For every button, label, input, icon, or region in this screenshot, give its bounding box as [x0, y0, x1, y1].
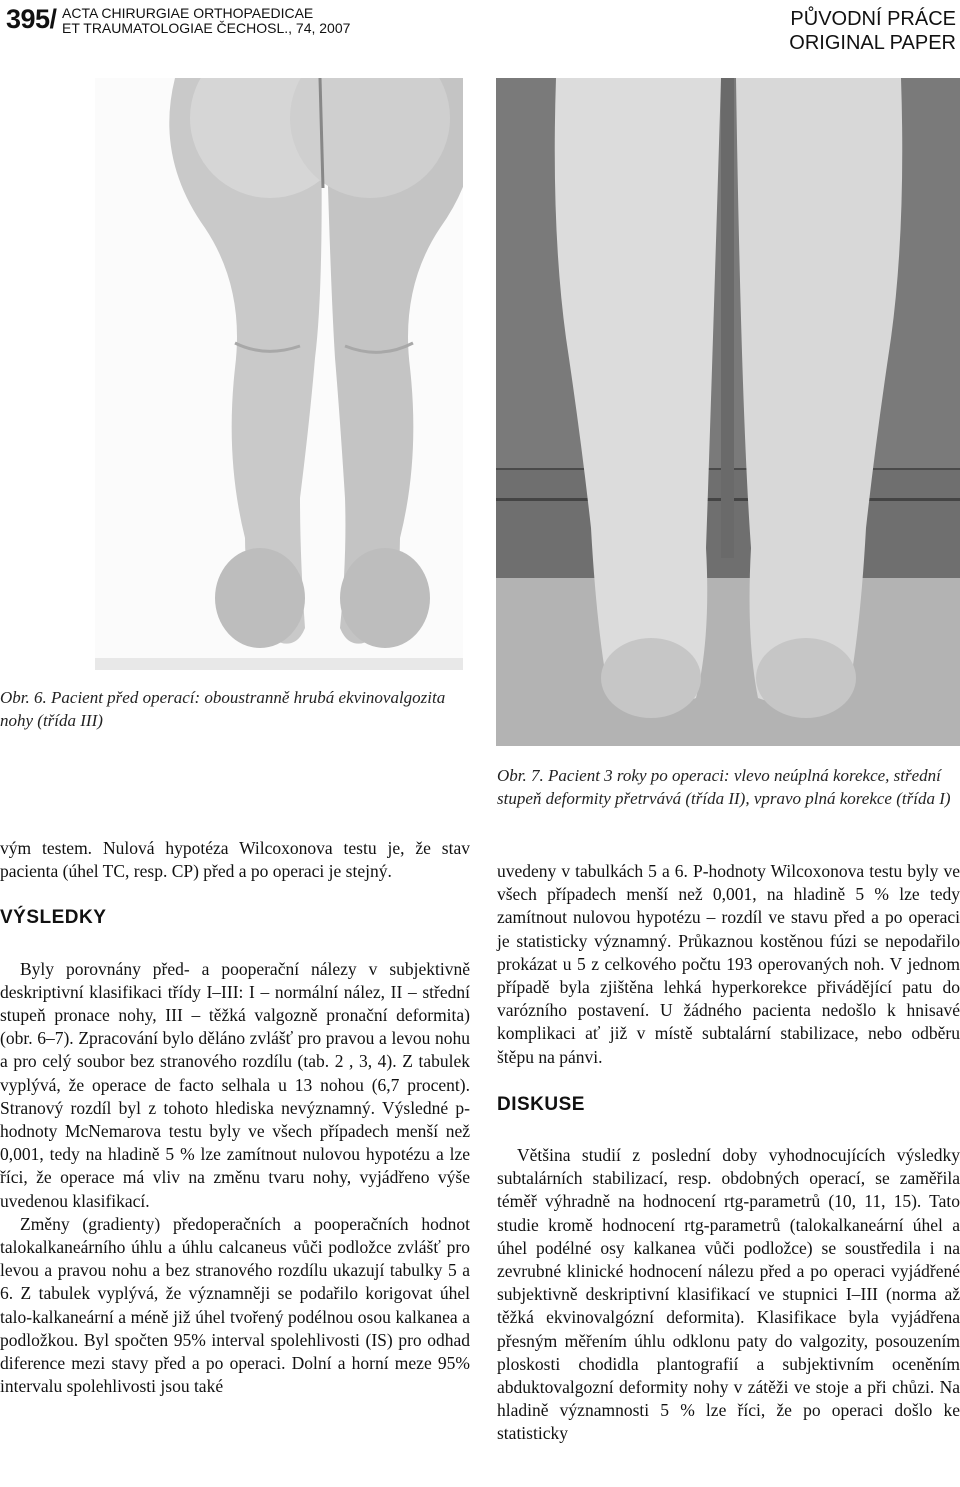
figure-6-caption: Obr. 6. Pacient před operací: oboustranně hrubá ekvinovalgozita nohy (třída III)	[0, 688, 446, 730]
section-label	[789, 7, 956, 55]
page-number: 395/	[6, 4, 57, 34]
section-heading-results: VÝSLEDKY	[0, 907, 107, 929]
figure-7-illustration	[496, 78, 960, 746]
paragraph: Změny (gradienty) předoperačních a pooperačních hodnot talokalkaneárního úhlu a úhlu calcaneus vůči podložce zvlášť pro levou a pravou nohu a bez stranového rozdílu ukazují tabulky 5 a 6. Z tabulek vyplývá, že významněji se podařilo korigovat úhel talo-kalkaneární a méně již úhel tvořený podélnou osou kalkanea a podložkou. Byl spočten 95% interval spolehlivosti (IS) pro odhad diference mezi stavy před a po operaci. Dolní a horní meze 95% intervalu spolehlivosti jsou také	[0, 1213, 470, 1397]
figure-7-caption: Obr. 7. Pacient 3 roky po operaci: vlevo neúplná korekce, střední stupeň deformity přetrvává (třída II), vpravo plná korekce (třída I)	[497, 766, 951, 808]
section-line-1: PŮVODNÍ PRÁCE	[790, 8, 956, 30]
figure-7-photo	[496, 78, 960, 746]
left-column	[0, 837, 470, 1398]
paragraph: uvedeny v tabulkách 5 a 6. P-hodnoty Wilcoxonova testu byly ve všech případech menší než 0,001, na hladině 5 % lze tedy zamítnout nulovou hypotézu – rozdíl ve stavu před a po operaci je statisticky významný. Průkaznou kostěnou fúzi se nepodařilo prokázat u 5 z celkového počtu 193 operovaných noh. V jednom případě byla zjištěna lehká hyperkorekce přivádějící patu do varózního postavení. U žádného pacienta nedošlo k hnisavé komplikaci ať již v místě subtalární stabilizace, nebo odběru štěpu na pánvi.	[497, 861, 960, 1067]
section-heading-discussion: DISKUSE	[497, 1093, 585, 1115]
journal-line-1: ACTA CHIRURGIAE ORTHOPAEDICAE	[62, 5, 314, 21]
journal-name	[62, 6, 350, 36]
paragraph: Většina studií z poslední doby vyhodnocujících výsledky subtalárních stabilizací, resp. obdobných operací, se zaměřila téměř výhradně na hodnocení rtg-parametrů (10, 11, 15). Tato studie kromě hodnocení rtg-parametrů (talokalkaneární úhel a úhel podélné osy kalkanea vůči podložce) se soustředila i na zevrubné klinické hodnocení nálezu před a po operaci vyjádřené subjektivně deskriptivní klasifikací ve stupnici I–III (norma až těžká ekvinovalgózní deformita). Klasifikace byla vyjádřena přesným měřením úhlu odklonu paty do valgozity, posouzením ploskosti chodidla plantografií a subjektivním oceněním abduktovalgozní deformity nohy v zátěži ve stoje a při chůzi. Na hladině významnosti 5 % lze říci, že po operaci došlo ke statisticky	[497, 1145, 960, 1444]
section-line-2: ORIGINAL PAPER	[789, 32, 956, 54]
right-column	[497, 860, 960, 1446]
figure-6-photo	[95, 78, 463, 670]
journal-line-2: ET TRAUMATOLOGIAE ČECHOSL., 74, 2007	[62, 20, 351, 36]
page-header	[0, 0, 960, 62]
paragraph: Byly porovnány před- a pooperační nálezy v subjektivně deskriptivní klasifikaci třídy I–III: I – normální nález, II – střední stupeň pronace nohy, III – těžká valgozně pronační deformita) (obr. 6–7). Zpracování bylo děláno zvlášť pro pravou a levou nohu a pro celý soubor bez stranového rozdílu (tab. 2 , 3, 4). Z tabulek vyplývá, že operace de facto selhala u 13 nohou (6,7 procent). Stranový rozdíl byl z tohoto hlediska nevýznamný. Výsledné p-hodnoty McNemarova testu byly ve všech případech menší než 0,001, tedy na hladině 5 % lze zamítnout nulovou hypotézu a lze říci, že operace má vliv na změnu tvaru nohy, vyjádřeno výše uvedenou klasifikací.	[0, 958, 470, 1211]
figure-6-illustration	[95, 78, 463, 670]
paragraph: vým testem. Nulová hypotéza Wilcoxonova testu je, že stav pacienta (úhel TC, resp. CP) před a po operaci je stejný.	[0, 838, 470, 882]
